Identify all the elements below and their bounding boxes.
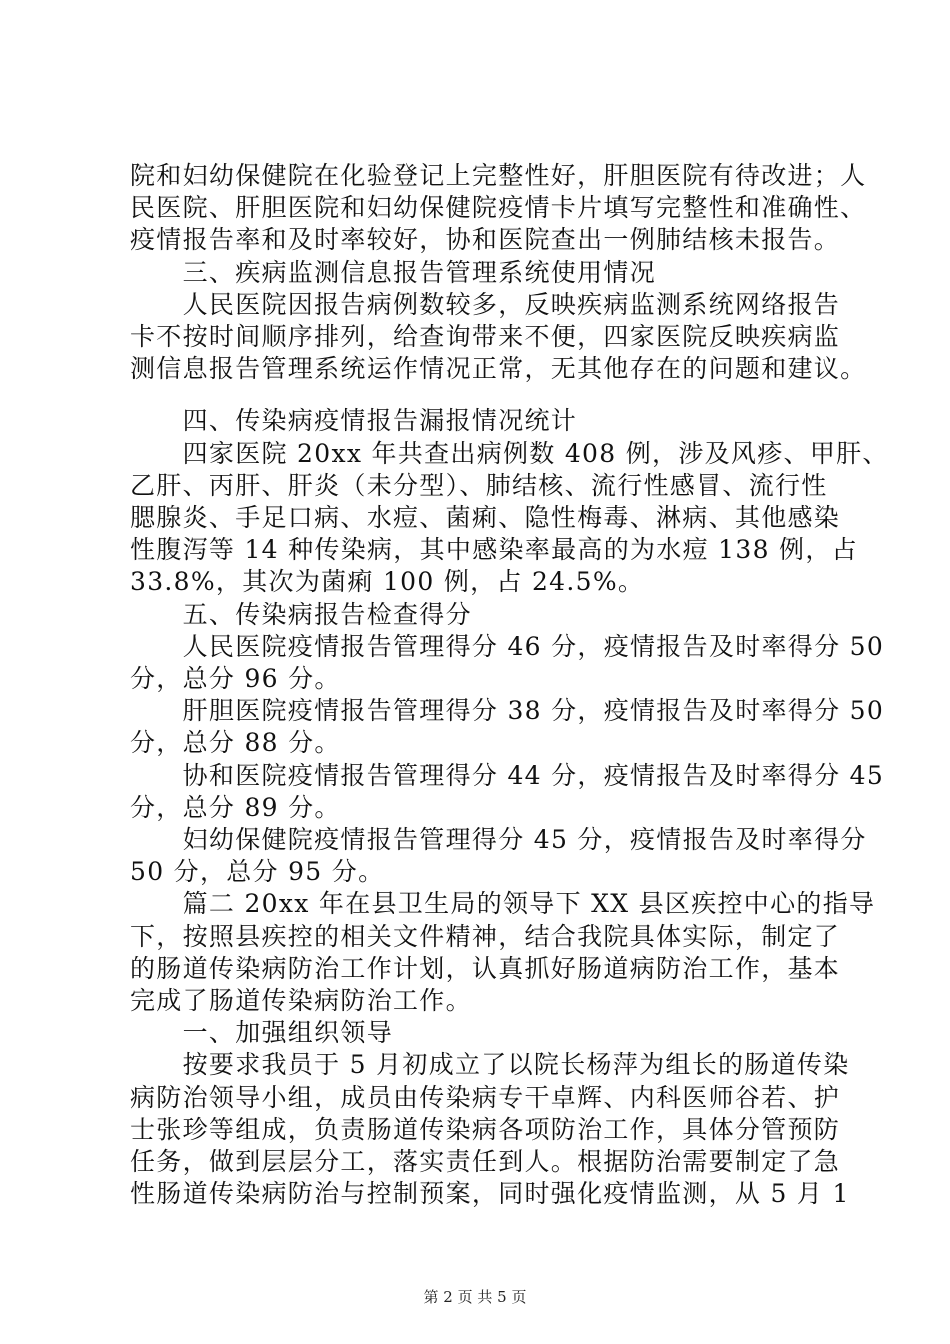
body-text-line: 民医院、肝胆医院和妇幼保健院疫情卡片填写完整性和准确性、 — [130, 193, 867, 222]
body-text-line: 测信息报告管理系统运作情况正常，无其他存在的问题和建议。 — [130, 354, 867, 383]
body-text-line: 人民医院疫情报告管理得分 46 分，疫情报告及时率得分 50 — [130, 632, 885, 661]
body-text-line: 任务，做到层层分工，落实责任到人。根据防治需要制定了急 — [130, 1147, 841, 1176]
body-text-line: 33.8%，其次为菌痢 100 例，占 24.5%。 — [130, 567, 645, 596]
body-text-line: 院和妇幼保健院在化验登记上完整性好，肝胆医院有待改进；人 — [130, 161, 867, 190]
body-text-line: 士张珍等组成，负责肠道传染病各项防治工作，具体分管预防 — [130, 1115, 841, 1144]
body-text-line: 分，总分 96 分。 — [130, 664, 341, 693]
body-text-line: 肝胆医院疫情报告管理得分 38 分，疫情报告及时率得分 50 — [130, 696, 885, 725]
body-text-line: 50 分，总分 95 分。 — [130, 857, 385, 886]
body-text-line: 性腹泻等 14 种传染病，其中感染率最高的为水痘 138 例，占 — [130, 535, 858, 564]
body-text-line: 腮腺炎、手足口病、水痘、菌痢、隐性梅毒、淋病、其他感染 — [130, 503, 841, 532]
page-number: 第 2 页 共 5 页 — [423, 1288, 527, 1306]
body-text-line: 按要求我员于 5 月初成立了以院长杨萍为组长的肠道传染 — [130, 1050, 850, 1079]
body-text-line: 卡不按时间顺序排列，给查询带来不便，四家医院反映疾病监 — [130, 322, 841, 351]
body-text-line: 人民医院因报告病例数较多，反映疾病监测系统网络报告 — [130, 290, 841, 319]
body-text-line: 病防治领导小组，成员由传染病专干卓辉、内科医师谷若、护 — [130, 1083, 841, 1112]
body-text-line: 分，总分 88 分。 — [130, 728, 341, 757]
section-heading: 四、传染病疫情报告漏报情况统计 — [130, 406, 578, 435]
body-text-line: 疫情报告率和及时率较好，协和医院查出一例肺结核未报告。 — [130, 225, 841, 254]
body-text-line: 性肠道传染病防治与控制预案，同时强化疫情监测，从 5 月 1 — [130, 1179, 850, 1208]
section-heading: 三、疾病监测信息报告管理系统使用情况 — [130, 258, 657, 287]
body-text-line: 乙肝、丙肝、肝炎（未分型）、肺结核、流行性感冒、流行性 — [130, 471, 828, 500]
section-heading: 五、传染病报告检查得分 — [130, 600, 472, 629]
body-text-line: 协和医院疫情报告管理得分 44 分，疫情报告及时率得分 45 — [130, 761, 885, 790]
body-text-line: 妇幼保健院疫情报告管理得分 45 分，疫情报告及时率得分 — [130, 825, 867, 854]
body-text-line: 四家医院 20xx 年共查出病例数 408 例，涉及风疹、甲肝、 — [130, 439, 889, 468]
body-text-line: 篇二 20xx 年在县卫生局的领导下 XX 县区疾控中心的指导 — [130, 889, 876, 918]
section-heading: 一、加强组织领导 — [130, 1018, 394, 1047]
body-text-line: 完成了肠道传染病防治工作。 — [130, 986, 472, 1015]
body-text-line: 分，总分 89 分。 — [130, 793, 341, 822]
body-text-line: 下，按照县疾控的相关文件精神，结合我院具体实际，制定了 — [130, 922, 841, 951]
body-text-line: 的肠道传染病防治工作计划，认真抓好肠道病防治工作，基本 — [130, 954, 841, 983]
